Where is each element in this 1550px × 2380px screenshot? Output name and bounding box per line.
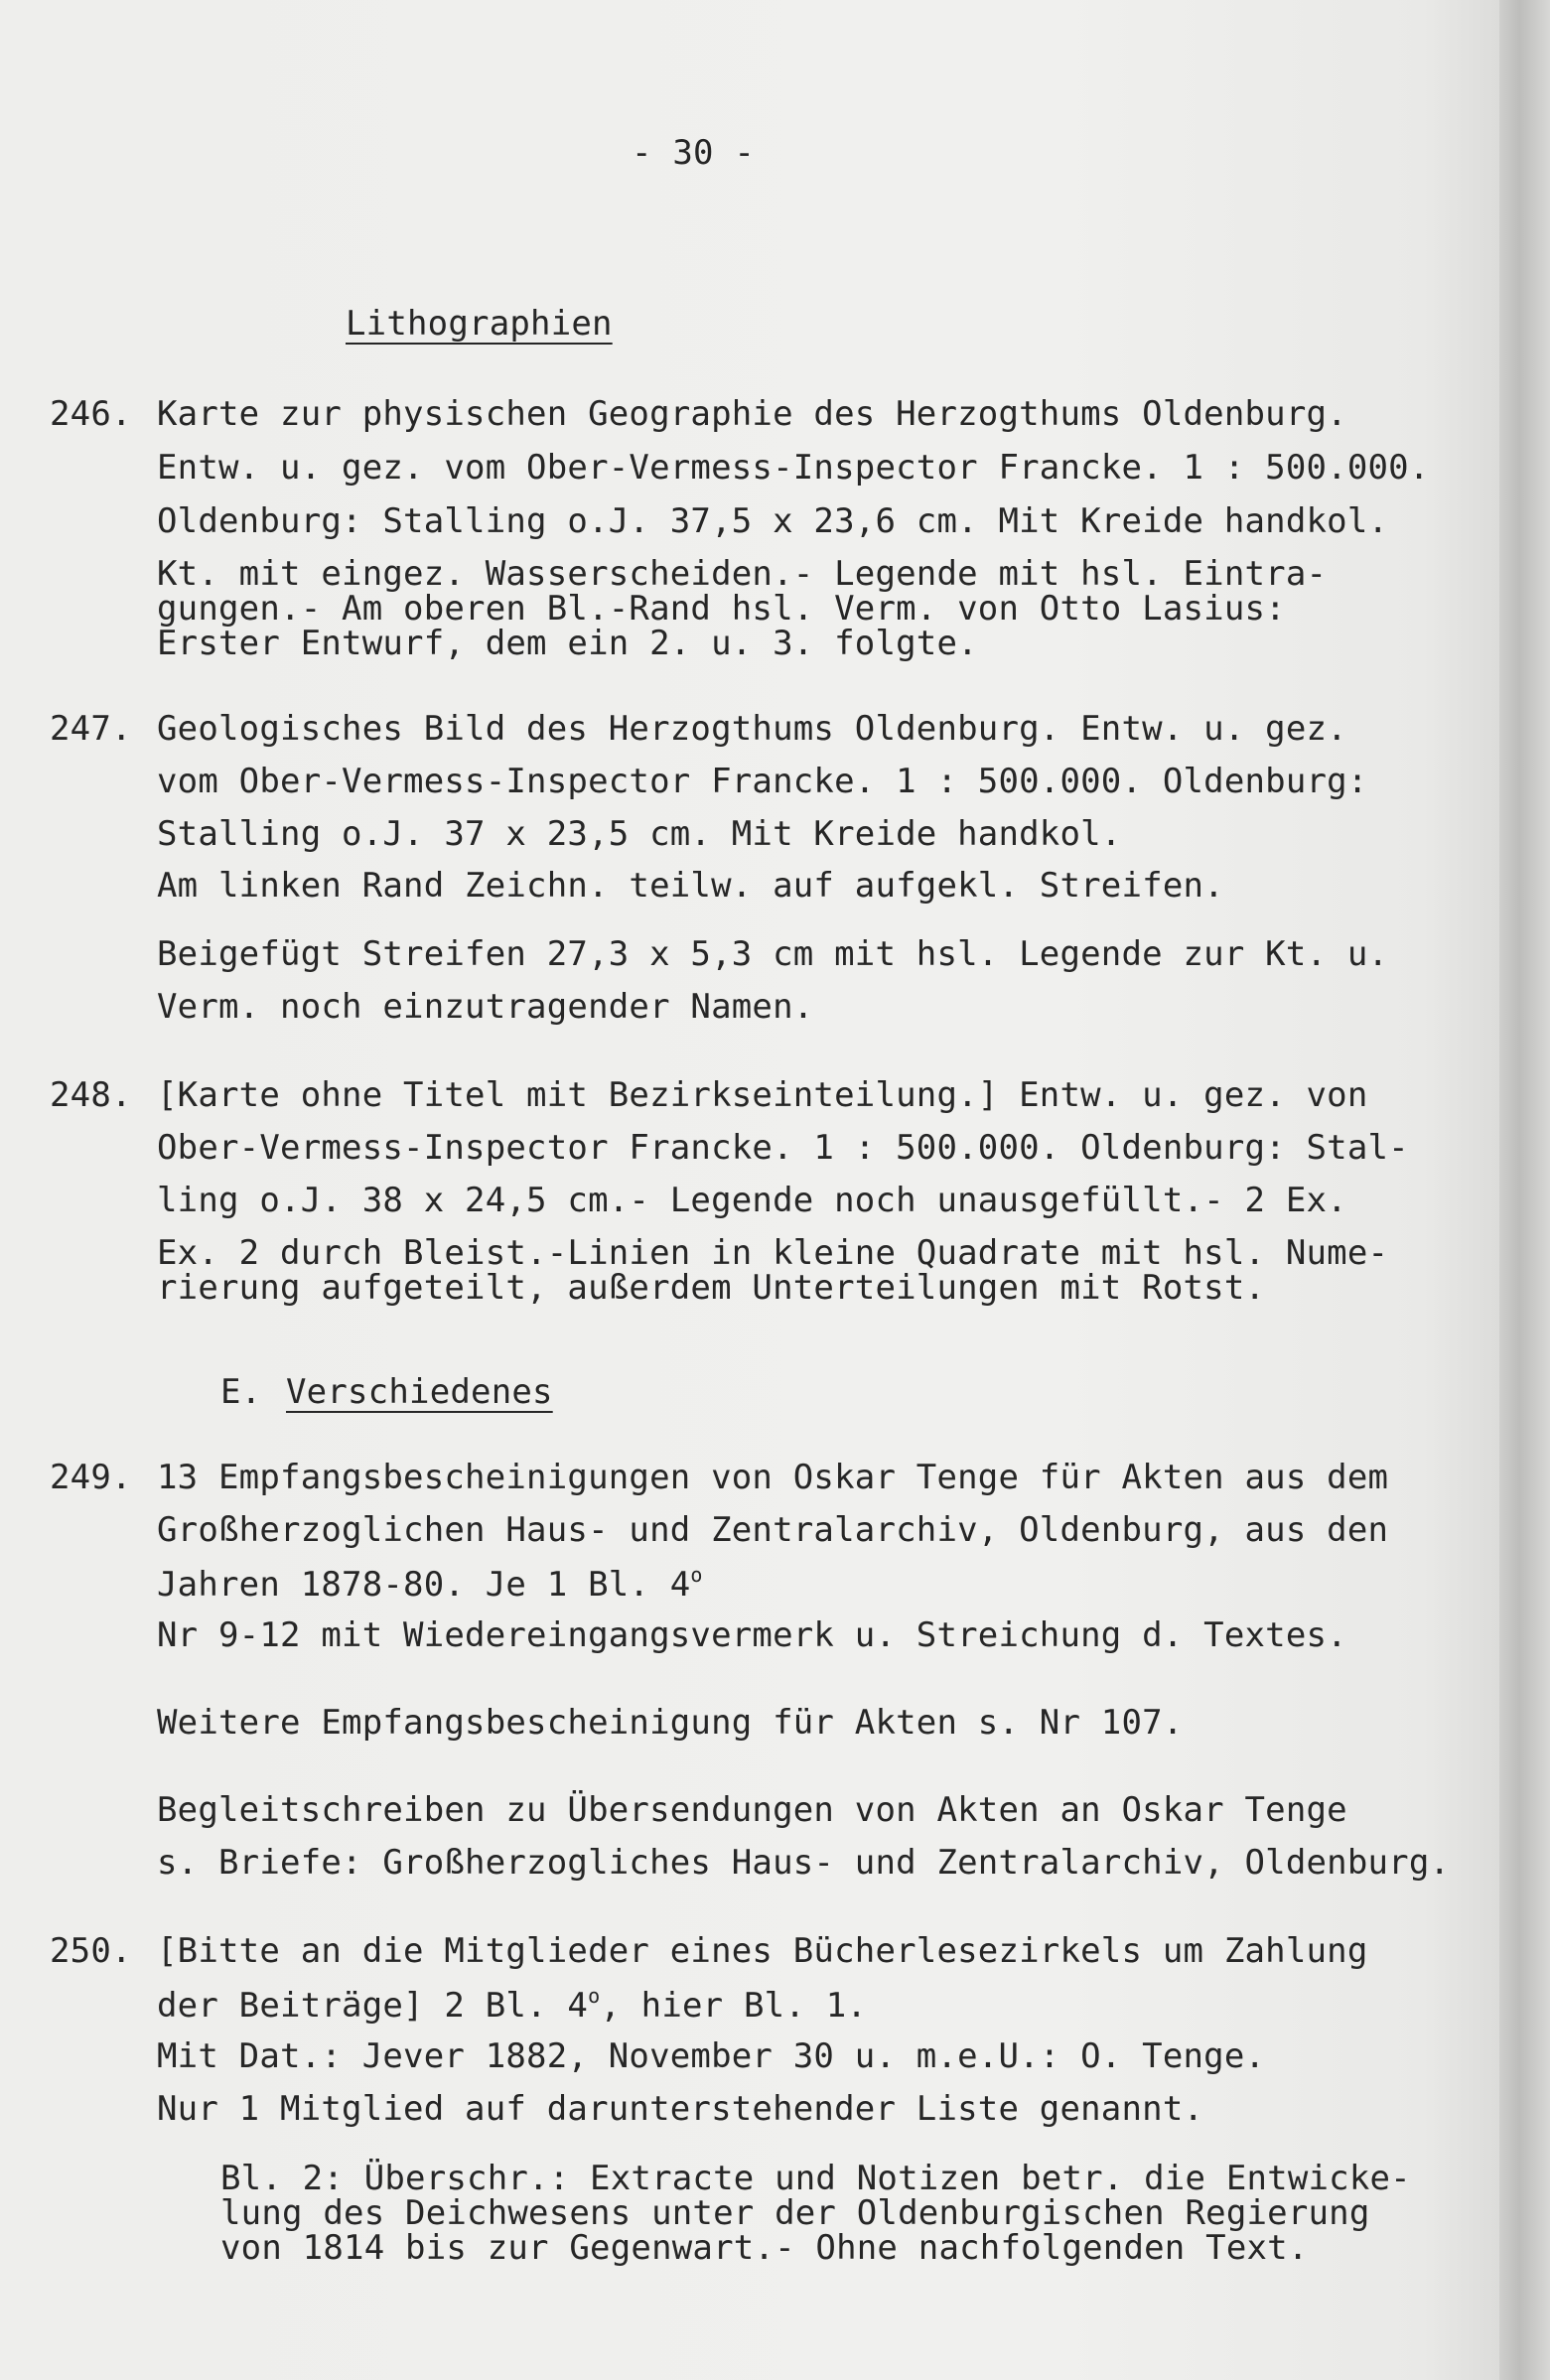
entry-line: ling o.J. 38 x 24,5 cm.- Legende noch unausgefüllt.- 2 Ex. (157, 1181, 1347, 1220)
entry-line: Karte zur physischen Geographie des Herzogthums Oldenburg. (157, 394, 1347, 434)
section-letter: E. (220, 1372, 262, 1412)
entry-line-text: der Beiträge] 2 Bl. 4 (157, 1986, 589, 2026)
entry-line: lung des Deichwesens unter der Oldenburgischen Regierung (220, 2193, 1370, 2233)
entry-line: vom Ober-Vermess-Inspector Francke. 1 : 500.000. Oldenburg: (157, 762, 1368, 801)
entry-number: 246. (50, 394, 132, 434)
page-number: - 30 - (632, 133, 756, 173)
entry-number: 248. (50, 1075, 132, 1115)
entry-number: 247. (50, 709, 132, 749)
entry-line: Oldenburg: Stalling o.J. 37,5 x 23,6 cm. Mit Kreide handkol. (157, 501, 1389, 541)
entry-line-text: , hier Bl. 1. (600, 1986, 868, 2026)
entry-number: 249. (50, 1458, 132, 1497)
page-binding-edge (1499, 0, 1550, 2380)
entry-line: Stalling o.J. 37 x 23,5 cm. Mit Kreide handkol. (157, 814, 1122, 854)
superscript-degree: o (588, 1984, 601, 2008)
entry-line: Nur 1 Mitglied auf darunterstehender Liste genannt. (157, 2089, 1204, 2129)
entry-line: Begleitschreiben zu Übersendungen von Akten an Oskar Tenge (157, 1790, 1347, 1830)
entry-line: Am linken Rand Zeichn. teilw. auf aufgekl. Streifen. (157, 866, 1224, 906)
entry-line: Geologisches Bild des Herzogthums Oldenburg. Entw. u. gez. (157, 709, 1347, 749)
entry-number: 250. (50, 1931, 132, 1971)
entry-line: Verm. noch einzutragender Namen. (157, 987, 814, 1027)
entry-line: Großherzoglichen Haus- und Zentralarchiv, Oldenburg, aus den (157, 1510, 1389, 1550)
section-title: Verschiedenes (286, 1372, 553, 1412)
entry-line: Ex. 2 durch Bleist.-Linien in kleine Quadrate mit hsl. Nume- (157, 1233, 1389, 1273)
entry-line: Mit Dat.: Jever 1882, November 30 u. m.e.U.: O. Tenge. (157, 2036, 1266, 2076)
entry-line: Beigefügt Streifen 27,3 x 5,3 cm mit hsl. Legende zur Kt. u. (157, 934, 1389, 974)
entry-line: s. Briefe: Großherzogliches Haus- und Zentralarchiv, Oldenburg. (157, 1843, 1451, 1883)
entry-line: [Karte ohne Titel mit Bezirkseinteilung.] Entw. u. gez. von (157, 1075, 1368, 1115)
entry-line-text: Jahren 1878-80. Je 1 Bl. 4 (157, 1565, 691, 1605)
entry-line: Entw. u. gez. vom Ober-Vermess-Inspector Francke. 1 : 500.000. (157, 448, 1430, 488)
entry-line: von 1814 bis zur Gegenwart.- Ohne nachfolgenden Text. (220, 2228, 1309, 2268)
entry-line: rierung aufgeteilt, außerdem Unterteilungen mit Rotst. (157, 1268, 1266, 1308)
superscript-degree: o (690, 1563, 703, 1587)
entry-line (157, 1986, 867, 2026)
entry-line: Bl. 2: Überschr.: Extracte und Notizen betr. die Entwicke- (220, 2159, 1411, 2198)
entry-line: Weitere Empfangsbescheinigung für Akten s. Nr 107. (157, 1703, 1184, 1743)
entry-line: gungen.- Am oberen Bl.-Rand hsl. Verm. von Otto Lasius: (157, 589, 1286, 629)
entry-line: 13 Empfangsbescheinigungen von Oskar Tenge für Akten aus dem (157, 1458, 1389, 1497)
entry-line: [Bitte an die Mitglieder eines Bücherlesezirkels um Zahlung (157, 1931, 1368, 1971)
section-heading-lithographien: Lithographien (346, 304, 613, 344)
entry-line: Kt. mit eingez. Wasserscheiden.- Legende mit hsl. Eintra- (157, 554, 1328, 594)
entry-line: Ober-Vermess-Inspector Francke. 1 : 500.000. Oldenburg: Stal- (157, 1128, 1409, 1168)
entry-line: Nr 9-12 mit Wiedereingangsvermerk u. Streichung d. Textes. (157, 1615, 1347, 1655)
entry-line (157, 1565, 703, 1605)
entry-line: Erster Entwurf, dem ein 2. u. 3. folgte. (157, 624, 978, 663)
